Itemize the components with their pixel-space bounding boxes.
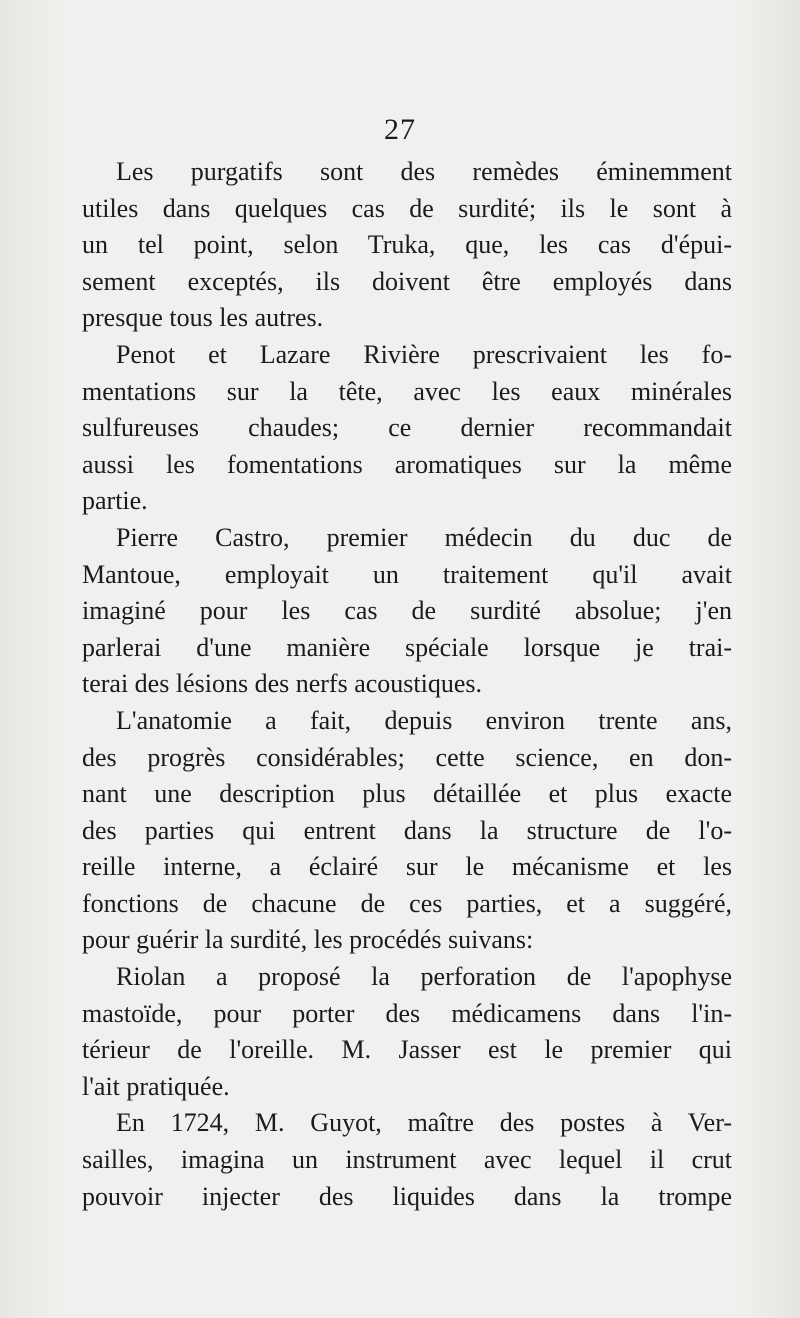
text-line: térieur de l'oreille. M. Jasser est le premier qui — [82, 1035, 732, 1065]
text-line: partie. — [82, 486, 148, 516]
text-line: utiles dans quelques cas de surdité; ils le sont à — [82, 193, 732, 223]
text-line: un tel point, selon Truka, que, les cas d'épui- — [82, 230, 732, 260]
text-line: L'anatomie a fait, depuis environ trente ans, — [116, 705, 732, 735]
text-line: fonctions de chacune de ces parties, et a suggéré, — [82, 888, 732, 918]
text-line: reille interne, a éclairé sur le mécanisme et les — [82, 852, 732, 882]
text-line: Penot et Lazare Rivière prescrivaient les fo- — [116, 339, 732, 369]
text-line: Mantoue, employait un traitement qu'il avait — [82, 559, 732, 589]
text-line: nant une description plus détaillée et plus exacte — [82, 779, 732, 809]
text-line: des progrès considérables; cette science, en don- — [82, 742, 732, 772]
text-line: des parties qui entrent dans la structure de l'o- — [82, 815, 732, 845]
text-line: pour guérir la surdité, les procédés suivans: — [82, 925, 534, 955]
text-line: presque tous les autres. — [82, 303, 324, 333]
text-line: aussi les fomentations aromatiques sur la même — [82, 449, 732, 479]
text-line: terai des lésions des nerfs acoustiques. — [82, 669, 483, 699]
text-line: sulfureuses chaudes; ce dernier recommandait — [82, 413, 732, 443]
text-line: parlerai d'une manière spéciale lorsque je trai- — [82, 632, 732, 662]
text-line: Pierre Castro, premier médecin du duc de — [116, 522, 732, 552]
body-text — [82, 154, 732, 1215]
text-line: sement exceptés, ils doivent être employés dans — [82, 266, 732, 296]
text-line: mentations sur la tête, avec les eaux minérales — [82, 376, 732, 406]
text-line: mastoïde, pour porter des médicamens dans l'in- — [82, 998, 732, 1028]
text-line: l'ait pratiquée. — [82, 1071, 230, 1101]
text-line: En 1724, M. Guyot, maître des postes à Ver- — [116, 1108, 732, 1138]
text-line: Les purgatifs sont des remèdes éminemment — [116, 157, 732, 186]
text-line: imaginé pour les cas de surdité absolue; j'en — [82, 596, 732, 626]
text-line: sailles, imagina un instrument avec lequel il crut — [82, 1145, 732, 1175]
text-line: pouvoir injecter des liquides dans la trompe — [82, 1181, 732, 1211]
page-number: 27 — [384, 113, 416, 146]
text-line: Riolan a proposé la perforation de l'apophyse — [116, 962, 732, 992]
